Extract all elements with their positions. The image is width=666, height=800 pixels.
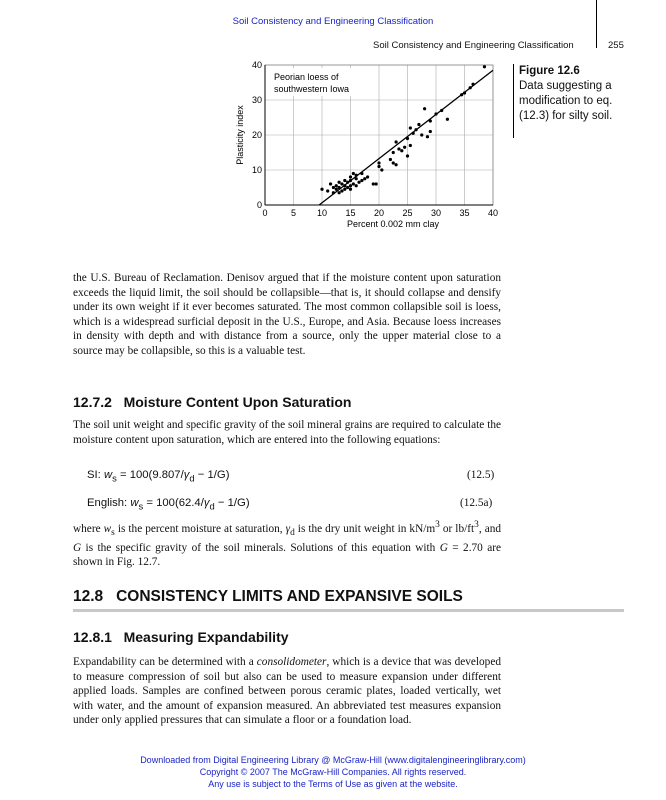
section-rule	[73, 609, 624, 612]
x-tick-label: 20	[373, 208, 385, 218]
data-point	[335, 184, 338, 187]
data-point	[340, 189, 343, 192]
y-tick-label: 0	[256, 200, 262, 210]
y-tick-label: 10	[251, 165, 262, 175]
x-tick-label: 30	[430, 208, 442, 218]
data-point	[409, 144, 412, 147]
data-point	[349, 175, 352, 178]
data-point	[375, 182, 378, 185]
data-point	[363, 177, 366, 180]
data-point	[377, 161, 380, 164]
data-point	[366, 175, 369, 178]
data-point	[417, 123, 420, 126]
data-point	[352, 172, 355, 175]
data-point	[320, 188, 323, 191]
chart-annotation-line1: Peorian loess of	[274, 72, 339, 82]
data-point	[326, 189, 329, 192]
data-point	[338, 181, 341, 184]
equation-si: SI: $w_s = 100(9.807/\gamma_d - 1/G)$	[87, 469, 230, 484]
data-point	[409, 126, 412, 129]
figure-label: Figure 12.6	[519, 65, 580, 77]
y-tick-label: 20	[251, 130, 262, 140]
data-point	[483, 65, 486, 68]
data-point	[329, 182, 332, 185]
data-point	[446, 118, 449, 121]
y-tick-label: 40	[251, 60, 262, 70]
data-point	[343, 188, 346, 191]
x-tick-label: 10	[316, 208, 328, 218]
x-tick-label: 5	[290, 208, 297, 218]
equation-number-12-5a: (12.5a)	[460, 497, 493, 509]
data-point	[400, 149, 403, 152]
data-point	[395, 140, 398, 143]
data-point	[338, 191, 341, 194]
page-number: 255	[608, 40, 624, 51]
data-point	[403, 146, 406, 149]
chart-annotation-line2: southwestern Iowa	[274, 84, 350, 94]
header-divider	[596, 0, 597, 48]
paragraph-2: The soil unit weight and specific gravity of the soil mineral grains are required to calculate the moisture content upon saturation, which are entered into the following equations:	[73, 419, 501, 446]
running-head: Soil Consistency and Engineering Classification	[373, 40, 574, 51]
x-tick-label: 15	[345, 208, 356, 218]
paragraph-1: the U.S. Bureau of Reclamation. Denisov argued that if the moisture content upon saturation exceeds the liquid limit, the soil should be collapsible—that is, it should collapse and densify under its own weight if it ever becomes saturated. The most common collapsible soil is loess, which is a widespread surficial deposit in the U.S., Europe, and Asia. Because loess increases in density with depth and with distance from a source, only the upper material close to a source may be collapsible, so this is a valuable test.	[73, 272, 501, 357]
data-point	[360, 179, 363, 182]
data-point	[343, 179, 346, 182]
data-point	[372, 182, 375, 185]
footer-line-3[interactable]: Any use is subject to the Terms of Use as given at the website.	[208, 779, 458, 789]
chart-xlabel: Percent 0.002 mm clay	[346, 219, 440, 229]
data-point	[349, 184, 352, 187]
equation-english: English: $w_s = 100(62.4/\gamma_d - 1/G)$	[87, 497, 250, 512]
data-point	[420, 133, 423, 136]
heading-12-8-1: 12.8.1 Measuring Expandability	[73, 629, 289, 645]
data-point	[429, 130, 432, 133]
data-point	[392, 161, 395, 164]
x-tick-label: 25	[402, 208, 413, 218]
figure-chart	[228, 58, 508, 238]
data-point	[355, 184, 358, 187]
data-point	[352, 182, 355, 185]
x-tick-label: 0	[262, 208, 268, 218]
data-point	[332, 186, 335, 189]
equation-number-12-5: (12.5)	[467, 469, 495, 481]
data-point	[392, 151, 395, 154]
figure-caption	[519, 64, 639, 124]
data-point	[395, 163, 398, 166]
data-point	[357, 181, 360, 184]
data-point	[377, 165, 380, 168]
heading-12-8: 12.8 CONSISTENCY LIMITS AND EXPANSIVE SOILS	[73, 588, 463, 605]
data-point	[426, 135, 429, 138]
footer-line-2[interactable]: Copyright © 2007 The McGraw-Hill Companies. All rights reserved.	[199, 767, 467, 777]
y-tick-label: 30	[251, 95, 262, 105]
figure-caption-text: Data suggesting a modification to eq. (12.3) for silty soil.	[519, 80, 613, 122]
chart-ylabel: Plasticity index	[235, 105, 245, 165]
top-link-title[interactable]: Soil Consistency and Engineering Classification	[232, 16, 434, 27]
data-point	[423, 107, 426, 110]
data-point	[380, 168, 383, 171]
data-point	[389, 158, 392, 161]
caption-bar	[513, 64, 514, 138]
data-point	[349, 188, 352, 191]
data-point	[346, 186, 349, 189]
data-point	[340, 182, 343, 185]
x-tick-label: 40	[487, 208, 499, 218]
paragraph-where: where $w_s$ is the percent moisture at saturation, $\gamma_d$ is the dry unit weight in $kN/m^3$ or $lb/ft^3$, and G is the specific gravity of the soil minerals. Solutions of this equation with G = 2.70 are shown in Fig. 12.7.	[73, 520, 501, 569]
x-tick-label: 35	[459, 208, 470, 218]
footer-line-1[interactable]: Downloaded from Digital Engineering Library @ McGraw-Hill (www.digitalengineeringlibrary.com)	[140, 755, 526, 765]
data-point	[406, 154, 409, 157]
paragraph-3: Expandability can be determined with a consolidometer, which is a device that was developed to measure compression of soil but also can be used to measure expansion under different applied loads. Samples are confined between porous ceramic plates, loaded vertically, wet with water, and the amount of expansion measured. An abbreviated test measures expansion under only applied pressures that can simulate a floor or a foundation load.	[73, 656, 501, 727]
heading-12-7-2: 12.7.2 Moisture Content Upon Saturation	[73, 394, 352, 410]
data-point	[397, 147, 400, 150]
